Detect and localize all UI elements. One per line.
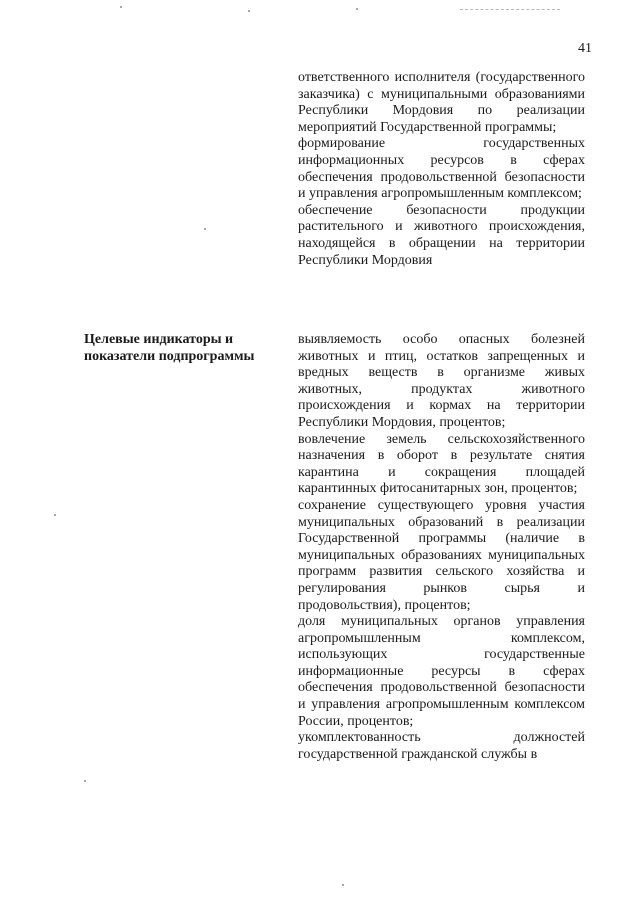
paragraph: доля муниципальных органов управления агропромышленным комплексом, использующих государственные информационные ресурсы в сферах обеспечения продовольственной безопасности и управления агропромышленным комплексом России, процентов; (298, 614, 585, 729)
paragraph: сохранение существующего уровня участия муниципальных образований в реализации Государственной программы (наличие в муниципальных образованиях муниципальных программ развития сельского хозяйства и регулирования рынков сырья и продовольствия), процентов; (298, 497, 585, 613)
scan-artifact-mark (460, 5, 560, 10)
paragraph: укомплектованность должностей государственной гражданской службы в (298, 730, 585, 762)
scan-speck (342, 884, 344, 886)
indicators-text-column (298, 332, 585, 763)
paragraph: вовлечение земель сельскохозяйственного назначения в оборот в результате снятия карантина и сокращения площадей карантинных фитосанитарных зон, процентов; (298, 431, 585, 497)
paragraph: формирование государственных информационных ресурсов в сферах обеспечения продовольственной безопасности и управления агропромышленным комплексом; (298, 136, 585, 202)
scan-speck (120, 6, 122, 8)
scan-speck (248, 10, 250, 12)
section-label: Целевые индикаторы и показатели подпрограммы (84, 332, 255, 364)
paragraph: обеспечение безопасности продукции растительного и животного происхождения, находящейся в обращении на территории Республики Мордовия (298, 202, 585, 268)
scan-speck (356, 8, 358, 10)
page-number: 41 (578, 41, 592, 56)
paragraph: выявляемость особо опасных болезней животных и птиц, остатков запрещенных и вредных веществ в организме живых животных, продуктах животного происхождения и кормах на территории Республики Мордовия, процентов; (298, 332, 585, 430)
scan-speck (204, 228, 206, 230)
scan-speck (54, 514, 56, 516)
scan-speck (84, 780, 86, 782)
upper-text-column (298, 70, 585, 269)
paragraph: ответственного исполнителя (государственного заказчика) с муниципальными образованиями Республики Мордовия по реализации мероприятий Государственной программы; (298, 70, 585, 135)
